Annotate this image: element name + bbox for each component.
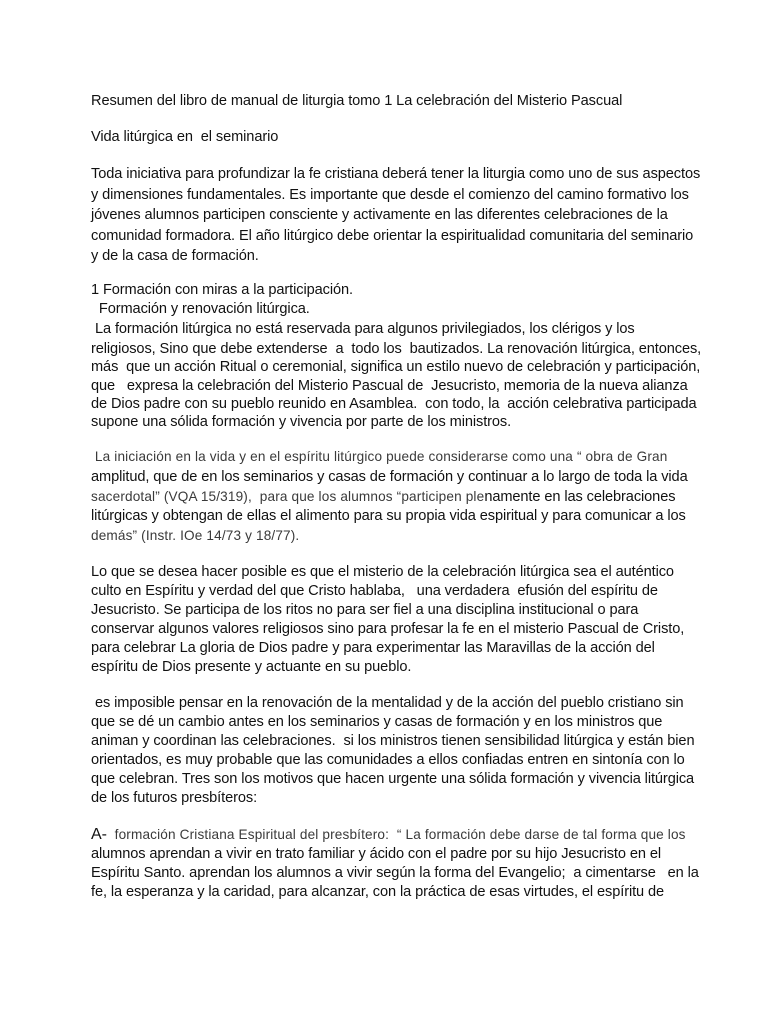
text-line: más que un acción Ritual o ceremonial, significa un estilo nuevo de celebración y participación, [91, 359, 701, 375]
text-line: y de la casa de formación. [91, 248, 259, 264]
text-line: que expresa la celebración del Misterio Pascual de Jesucristo, memoria de la nueva alianza [91, 378, 688, 394]
quote-line: amplitud, que de en los seminarios y casas de formación y continuar a lo largo de toda la vida [91, 469, 688, 485]
text-line: para celebrar La gloria de Dios padre y para experimentar las Maravillas de la acción del [91, 640, 655, 656]
text-line: Jesucristo. Se participa de los ritos no para ser fiel a una disciplina institucional o para [91, 602, 639, 618]
section-1-subheading: Formación y renovación litúrgica. [91, 301, 310, 317]
section-subtitle: Vida litúrgica en el seminario [91, 129, 279, 145]
text-line: que celebran. Tres son los motivos que hacen urgente una sólida formación y vivencia litúrgica [91, 771, 695, 787]
section-a-heading: formación Cristiana Espiritual del presbítero: “ La formación debe darse de tal forma que los [106, 827, 686, 842]
text-line: de Dios padre con su pueblo reunido en Asamblea. con todo, la acción celebrativa participada [91, 396, 697, 412]
text-line: jóvenes alumnos participen consciente y activamente en las diferentes celebraciones de la [91, 207, 668, 223]
text-line: es imposible pensar en la renovación de la mentalidad y de la acción del pueblo cristiano sin [91, 695, 684, 711]
section-a-line [91, 826, 686, 844]
text-line: alumnos aprendan a vivir en trato familiar y ácido con el padre por su hijo Jesucristo en el [91, 846, 661, 862]
text-line: Lo que se desea hacer posible es que el misterio de la celebración litúrgica sea el auténtico [91, 564, 674, 580]
quote-line-part: sacerdotal” (VQA 15/319), para que los alumnos “participen ple [91, 489, 485, 504]
text-line: La formación litúrgica no está reservada para algunos privilegiados, los clérigos y los [91, 321, 635, 337]
quote-line: litúrgicas y obtengan de ellas el alimento para su propia vida espiritual y para comunicar a los [91, 508, 686, 524]
section-1-heading: 1 Formación con miras a la participación. [91, 282, 353, 298]
text-line: espíritu de Dios presente y actuante en su pueblo. [91, 659, 412, 675]
text-line: conservar algunos valores religiosos sino para profesar la fe en el misterio Pascual de Cristo, [91, 621, 685, 637]
quote-line-part: namente en las celebraciones [484, 489, 676, 505]
quote-line: demás” (Instr. IOe 14/73 y 18/77). [91, 528, 300, 543]
text-line: y dimensiones fundamentales. Es importante que desde el comienzo del camino formativo los [91, 187, 689, 203]
text-line: comunidad formadora. El año litúrgico debe orientar la espiritualidad comunitaria del seminario [91, 228, 694, 244]
text-line: religiosos, Sino que debe extenderse a todo los bautizados. La renovación litúrgica, entonces, [91, 341, 702, 357]
quote-line [91, 488, 675, 506]
document-title: Resumen del libro de manual de liturgia tomo 1 La celebración del Misterio Pascual [91, 93, 623, 109]
text-line: culto en Espíritu y verdad del que Cristo hablaba, una verdadera efusión del espíritu de [91, 583, 658, 599]
text-line: Espíritu Santo. aprendan los alumnos a vivir según la forma del Evangelio; a cimentarse en la [91, 865, 699, 881]
text-line: animan y coordinan las celebraciones. si los ministros tienen sensibilidad litúrgica y están bien [91, 733, 695, 749]
text-line: de los futuros presbíteros: [91, 790, 258, 806]
quote-line: La iniciación en la vida y en el espíritu litúrgico puede considerarse como una “ obra de Gran [91, 449, 668, 464]
text-line: supone una sólida formación y vivencia por parte de los ministros. [91, 414, 512, 430]
text-line: Toda iniciativa para profundizar la fe cristiana deberá tener la liturgia como uno de sus aspectos [91, 166, 701, 182]
section-a-label: A- [91, 826, 107, 843]
text-line: fe, la esperanza y la caridad, para alcanzar, con la práctica de esas virtudes, el espíritu de [91, 884, 665, 900]
text-line: que se dé un cambio antes en los seminarios y casas de formación y en los ministros que [91, 714, 663, 730]
text-line: orientados, es muy probable que las comunidades a ellos confiadas entren en sintonía con lo [91, 752, 685, 768]
